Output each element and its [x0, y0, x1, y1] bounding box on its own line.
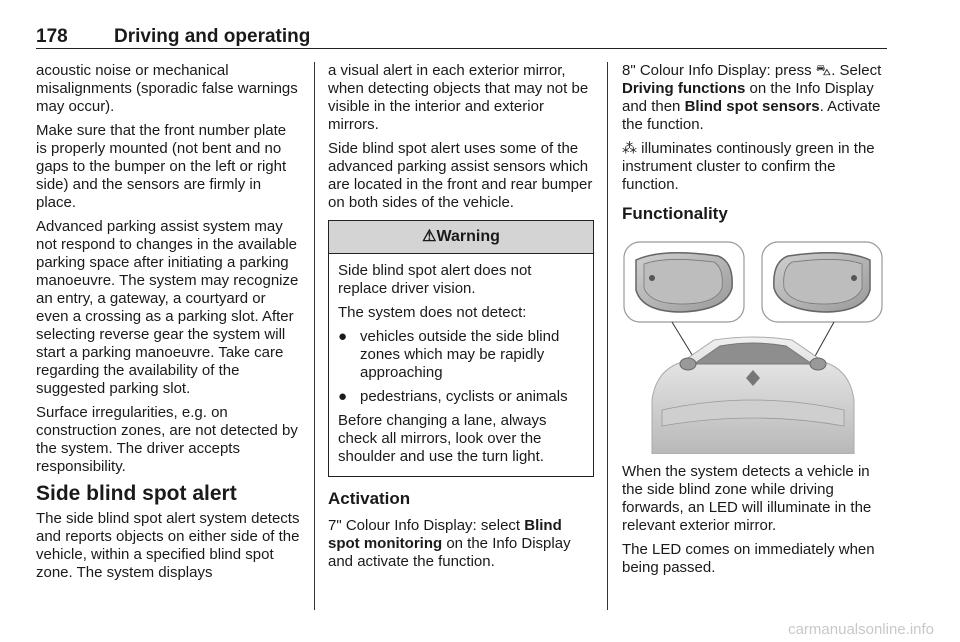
column-divider	[314, 62, 315, 610]
paragraph: When the system detects a vehicle in the side blind zone while driving forwards, an LED will illuminate in the relevant exterior mirror.	[622, 463, 872, 534]
column-2	[328, 62, 594, 577]
mirrors-illustration	[622, 240, 884, 454]
column-divider	[607, 62, 608, 610]
warning-body	[329, 254, 593, 476]
warning-text: Side blind spot alert does not replace driver vision.	[338, 262, 532, 297]
column-3	[622, 62, 888, 232]
paragraph: Side blind spot alert uses some of the advanced parking assist sensors which are located in the front and rear bumper on both sides of the vehicle.	[328, 140, 593, 211]
warning-header	[329, 221, 593, 254]
watermark: carmanualsonline.info	[788, 621, 934, 638]
page-header	[36, 18, 887, 49]
column-3-lower	[622, 463, 888, 583]
paragraph: 7" Colour Info Display: select Blind spot monitoring on the Info Display and activate the function.	[328, 517, 571, 570]
paragraph: a visual alert in each exterior mirror, when detecting objects that may not be visible in the interior and exterior mirrors.	[328, 62, 589, 133]
left-mirror-led-icon	[649, 275, 655, 281]
right-mirror-led-icon	[851, 275, 857, 281]
paragraph: Make sure that the front number plate is properly mounted (not bent and no gaps to the bumper on the left or right side) and the sensors are firmly in place.	[36, 122, 287, 211]
bullet-icon: ●	[338, 388, 348, 405]
car-settings-icon: ⛍	[815, 62, 832, 79]
list-item: ● vehicles outside the side blind zones which may be rapidly approaching	[338, 328, 560, 381]
paragraph: Surface irregularities, e.g. on construction zones, are not detected by the system. The driver accepts responsibility.	[36, 404, 298, 475]
page-title: Driving and operating	[114, 26, 311, 47]
warning-box	[328, 220, 594, 477]
bullet-icon: ●	[338, 328, 348, 345]
section-heading-side-blind-spot: Side blind spot alert	[36, 482, 237, 505]
paragraph: ⁂ illuminates continously green in the instrument cluster to confirm the function.	[622, 140, 875, 193]
warning-text: The system does not detect:	[338, 304, 527, 321]
section-heading-functionality: Functionality	[622, 204, 728, 223]
warning-title: Warning	[436, 228, 500, 245]
paragraph: Advanced parking assist system may not respond to changes in the available parking space after initiating a parking manoeuvre. The system may recognize an entry, a gateway, a courtyard or even a crossing as a parking slot. After selecting reverse gear the system will start a parking manoeuvre. Take care regarding the availability of the suggested parking slot.	[36, 218, 299, 397]
car-left-mirror	[680, 358, 696, 370]
section-heading-activation: Activation	[328, 489, 411, 508]
paragraph: acoustic noise or mechanical misalignments (sporadic false warnings may occur).	[36, 62, 298, 115]
warning-text: Before changing a lane, always check all mirrors, look over the shoulder and use the turn light.	[338, 412, 547, 465]
paragraph: The LED comes on immediately when being passed.	[622, 541, 875, 576]
list-item: ● pedestrians, cyclists or animals	[338, 388, 568, 405]
blind-spot-indicator-icon: ⁂	[622, 140, 637, 157]
page-number: 178	[36, 26, 68, 47]
car-right-mirror	[810, 358, 826, 370]
paragraph: The side blind spot alert system detects and reports objects on either side of the vehicle, within a specified blind spot zone. The system displays	[36, 510, 300, 581]
paragraph: 8" Colour Info Display: press ⛍. Select Driving functions on the Info Display and then Blind spot sensors. Activate the function.	[622, 62, 882, 133]
warning-icon: ⚠	[422, 228, 437, 245]
column-1	[36, 62, 300, 588]
